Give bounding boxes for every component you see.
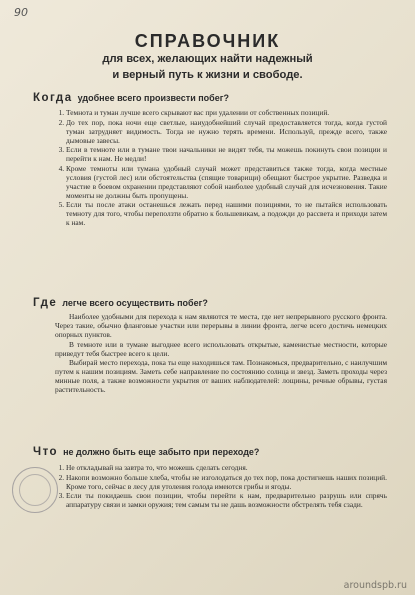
paragraph: В темноте или в тумане выгоднее всего использовать открытые, каменистые местности, которые приведут тебя быстрее всего к цели. [55,339,387,358]
section-where-body [55,312,387,395]
list-item: 2. Накопи возможно больше хлеба, чтобы не изголодаться до тех пор, пока достигнешь наших позиций. Кроме того, сейчас в лесу для утоления голода имеются грибы и ягоды. [66,473,387,491]
watermark: aroundspb.ru [343,580,407,591]
subtitle-line-1: для всех, желающих найти надежный [102,53,313,65]
section-what-heading [33,446,259,458]
list-item: 1. Темнота и туман лучше всего скрывают вас при удалении от собственных позиций. [66,108,387,117]
section-when-body [55,108,387,228]
section-what-body [55,463,387,510]
list-item: 2. До тех пор, пока ночи еще светлые, наиудобнейший случай предоставляется тогда, когда густой туман затрудняет видимость. Тогда не нужно терять времени. Используй, прежде всего, также дымовые завесы. [66,118,387,145]
section-what-lead: Что [33,446,59,458]
section-when-heading [33,92,229,104]
section-where-rest: легче всего осуществить побег? [62,298,208,308]
paragraph: Выбирай место перехода, пока ты еще находишься там. Познакомься, предварительно, с наилучшим путем к нашим позициям. Заметь себе направление по состоянию солнца и звезд. Заметь проходы через минные поля, а также возможности укрытия от ваших наблюдателей: лощины, речные обрывы, густая растительность. [55,358,387,394]
handwritten-note: 90 [14,6,28,19]
section-where-heading [33,297,208,309]
section-when-lead: Когда [33,92,73,104]
section-where-lead: Где [33,297,58,309]
section-what-rest: не должно быть еще забыто при переходе? [63,447,260,457]
list-item: 4. Кроме темноты или тумана удобный случай может представиться также тогда, когда местные условия (густой лес) или обстоятельства (спящие товарищи) обещают быстрое укрытие. Разведка и участие в боевом охранении представляют собой наиболее удобный случай для исчезновения. Такие моменты не должны быть пропущены. [66,164,387,200]
section-when-rest: удобнее всего произвести побег? [77,93,229,103]
ink-stamp [12,467,58,513]
list-item: 1. Не откладывай на завтра то, что можешь сделать сегодня. [66,463,387,472]
document-title: СПРАВОЧНИК [134,31,281,51]
subtitle-line-2: и верный путь к жизни и свободе. [112,69,303,81]
document-subtitle [0,51,415,83]
list-item: 3. Если в темноте или в тумане твои начальники не видят тебя, ты можешь покинуть свои позиции и перейти к нам. Не медли! [66,145,387,163]
paragraph: Наиболее удобными для перехода к нам являются те места, где нет непрерывного русского фронта. Через такие, обычно фланговые участки или перерывы в линии фронта, легче всего достичь немецких опорных пунктов. [55,312,387,339]
list-item: 3. Если ты покидаешь свои позиции, чтобы перейти к нам, предварительно разрушь или спрячь аппаратуру связи и замки оружия; тем самым ты не дашь возможности обстрелять тебя сзади. [66,491,387,509]
list-item: 5. Если ты после атаки останешься лежать перед нашими позициями, то не пытайся использовать темноту для того, чтобы переползти обратно к большевикам, а подожди до рассвета и приходи затем к нам. [66,200,387,227]
